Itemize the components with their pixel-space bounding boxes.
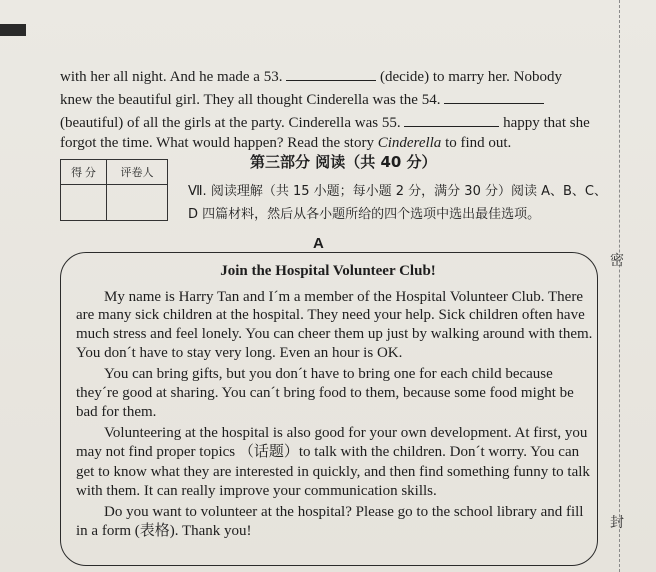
passage-line: bad for them. (76, 404, 157, 420)
grader-cell[interactable] (107, 185, 168, 221)
cloze-text: to find out. (445, 135, 512, 151)
instruction-line-2: D 四篇材料，然后从各小题所给的四个选项中选出最佳选项。 (188, 207, 541, 222)
corner-mark (0, 24, 26, 36)
score-cell[interactable] (61, 185, 107, 221)
cloze-line-3 (60, 112, 590, 132)
seal-line (619, 0, 620, 572)
passage-line: much stress and feel lonely. You can cheer them up just by walking around with them. (76, 326, 593, 342)
answer-blank-55[interactable] (404, 112, 499, 127)
margin-char-mi: 密 (610, 254, 624, 269)
cloze-text: (decide) to marry her. Nobody (379, 69, 562, 85)
cloze-text: knew the beautiful girl. They all thought Cinderella was the 54. (60, 92, 441, 108)
story-title: Cinderella (377, 135, 442, 151)
passage-line: they´re good at sharing. You can´t bring food to them, because some food might be (76, 385, 574, 401)
passage-line: are many sick children at the hospital. They need your help. Sick children often have (76, 307, 585, 323)
passage-line: get to know what they are interested in quickly, and then find something funny to talk (76, 464, 590, 480)
passage-letter: A (313, 235, 324, 252)
part-title: 第三部分 阅读（共 40 分） (250, 153, 437, 171)
cloze-text: happy that she (503, 115, 590, 131)
passage-line: may not find proper topics （话题）to talk with the children. Don´t worry. You can (76, 444, 580, 460)
grader-header: 评卷人 (107, 160, 168, 185)
instruction-line-1: Ⅶ. 阅读理解（共 15 小题；每小题 2 分，满分 30 分）阅读 A、B、C、 (188, 184, 607, 199)
cloze-line-2 (60, 89, 544, 109)
answer-blank-53[interactable] (286, 66, 376, 81)
cloze-line-4 (60, 134, 511, 152)
passage-title: Join the Hospital Volunteer Club! (220, 263, 436, 279)
cloze-text: with her all night. And he made a 53. (60, 69, 283, 85)
cloze-text: (beautiful) of all the girls at the party. Cinderella was 55. (60, 115, 401, 131)
passage-line: with them. It can really improve your communication skills. (76, 483, 437, 499)
answer-blank-54[interactable] (444, 89, 544, 104)
passage-line: Do you want to volunteer at the hospital? Please go to the school library and fill (104, 504, 584, 520)
passage-line: Volunteering at the hospital is also good for your own development. At first, you (104, 425, 588, 441)
cloze-text: forgot the time. What would happen? Read the story (60, 135, 374, 151)
passage-line: You can bring gifts, but you don´t have to bring one for each child because (104, 366, 553, 382)
passage-line: in a form (表格). Thank you! (76, 523, 252, 539)
passage-line: You don´t have to stay very long. Even an hour is OK. (76, 345, 403, 361)
cloze-line-1 (60, 66, 562, 86)
score-table (60, 159, 168, 221)
passage-line: My name is Harry Tan and I´m a member of the Hospital Volunteer Club. There (104, 289, 583, 305)
score-header: 得 分 (61, 160, 107, 185)
margin-char-feng: 封 (610, 516, 624, 531)
